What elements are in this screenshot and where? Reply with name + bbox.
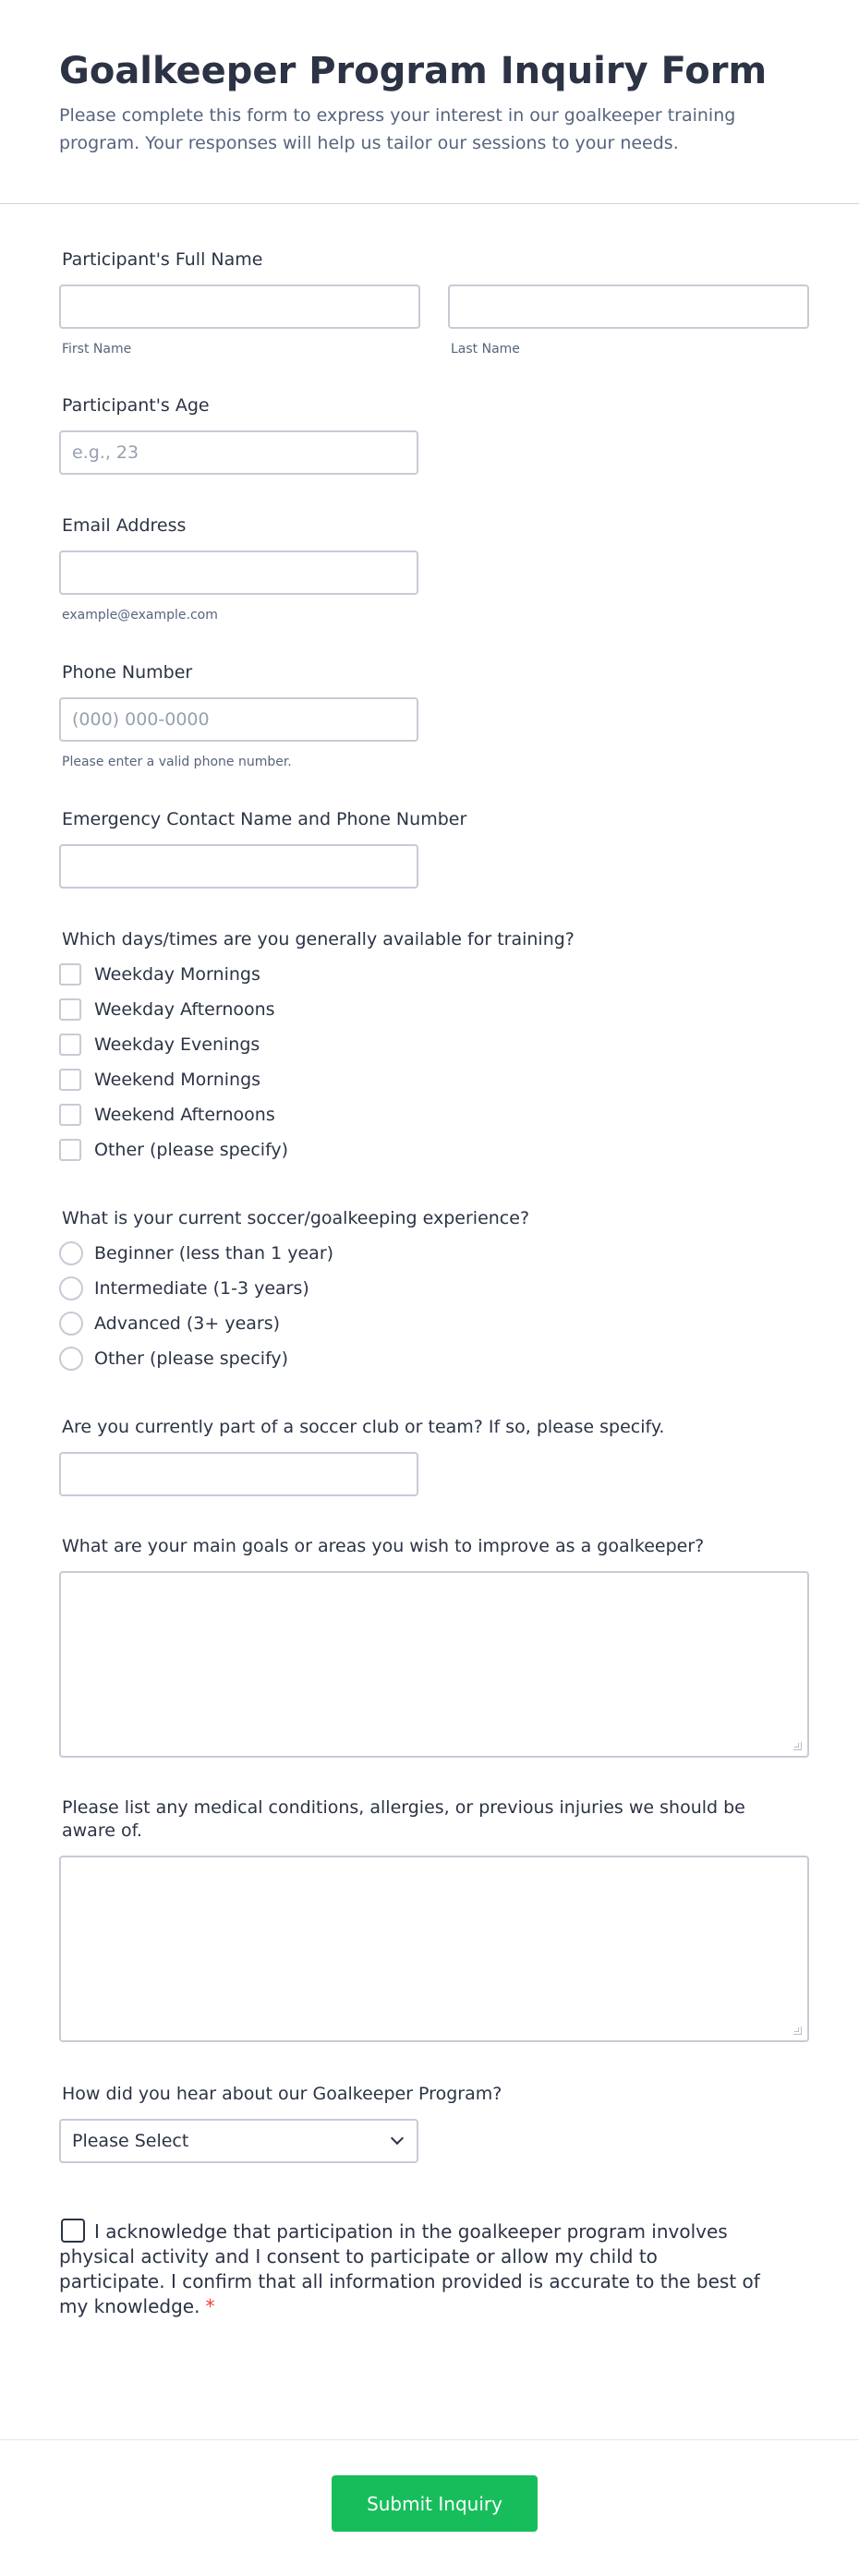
referral-label: How did you hear about our Goalkeeper Program? [62,2084,502,2104]
medical-textarea[interactable] [59,1856,809,2042]
radio-option[interactable] [59,1236,800,1271]
goals-textarea[interactable] [59,1571,809,1758]
last-name-col [448,284,809,357]
required-asterisk: * [205,2295,215,2317]
first-name-col [59,284,420,357]
phone-sublabel: Please enter a valid phone number. [62,755,292,769]
acknowledge-label: I acknowledge that participation in the goalkeeper program involves physical activity and I consent to participate or allow my child to participate. I confirm that all information provided is accurate to the best of my knowledge. [59,2220,760,2317]
age-label: Participant's Age [62,395,210,416]
medical-label: Please list any medical conditions, allergies, or previous injuries we should be aware of. [62,1797,745,1841]
acknowledge-checkbox[interactable] [61,2219,85,2243]
acknowledge-text-block [59,2219,761,2319]
checkbox[interactable] [59,1104,81,1126]
checkbox[interactable] [59,963,81,986]
form-footer [0,2439,859,2576]
checkbox-option[interactable] [59,957,800,992]
emergency-input[interactable] [59,844,418,889]
email-sublabel: example@example.com [62,608,218,623]
club-input[interactable] [59,1452,418,1496]
experience-field [59,1207,800,1376]
availability-options [59,957,800,1167]
checkbox-option[interactable] [59,992,800,1027]
radio-label: Beginner (less than 1 year) [94,1243,334,1264]
checkbox-option[interactable] [59,1027,800,1062]
radio-button[interactable] [59,1241,83,1265]
radio-button[interactable] [59,1276,83,1300]
radio-option[interactable] [59,1341,800,1376]
emergency-field [59,808,800,889]
full-name-label: Participant's Full Name [62,249,263,270]
availability-field [59,928,800,1167]
checkbox-option[interactable] [59,1097,800,1132]
acknowledge-field [59,2219,800,2319]
radio-button[interactable] [59,1347,83,1371]
form-body [0,248,859,2319]
email-input[interactable] [59,550,418,595]
referral-select[interactable] [59,2119,418,2163]
email-field [59,514,800,623]
availability-label: Which days/times are you generally available for training? [62,929,575,949]
last-name-input[interactable] [448,284,809,329]
phone-label: Phone Number [62,662,193,683]
radio-label: Intermediate (1-3 years) [94,1278,309,1299]
radio-label: Advanced (3+ years) [94,1313,281,1334]
experience-label: What is your current soccer/goalkeeping experience? [62,1208,530,1228]
checkbox-label: Weekend Afternoons [94,1105,275,1125]
checkbox-label: Other (please specify) [94,1140,289,1160]
phone-field [59,661,800,769]
club-label: Are you currently part of a soccer club or team? If so, please specify. [62,1417,665,1437]
radio-button[interactable] [59,1312,83,1336]
last-name-sublabel: Last Name [451,342,520,357]
full-name-row [59,284,800,357]
form-header [0,0,859,204]
emergency-label: Emergency Contact Name and Phone Number [62,809,467,829]
checkbox-option[interactable] [59,1132,800,1167]
checkbox-label: Weekday Evenings [94,1034,260,1055]
checkbox-label: Weekday Mornings [94,964,260,985]
age-field [59,394,800,475]
club-field [59,1416,800,1496]
submit-button[interactable]: Submit Inquiry [332,2475,538,2532]
form-title: Goalkeeper Program Inquiry Form [59,50,768,92]
referral-field [59,2083,800,2163]
goals-label: What are your main goals or areas you wish to improve as a goalkeeper? [62,1536,705,1556]
experience-options [59,1236,800,1376]
resize-handle-icon[interactable] [793,2026,802,2035]
email-label: Email Address [62,515,187,536]
full-name-field [59,248,800,357]
first-name-sublabel: First Name [62,342,132,357]
checkbox-label: Weekend Mornings [94,1070,261,1090]
chevron-down-icon [391,2132,404,2145]
checkbox[interactable] [59,1034,81,1056]
age-input[interactable] [59,430,418,475]
checkbox-label: Weekday Afternoons [94,999,275,1020]
checkbox[interactable] [59,1069,81,1091]
checkbox[interactable] [59,998,81,1021]
form-subtitle: Please complete this form to express your interest in our goalkeeper training program. Your responses will help us tailor our sessions to your needs. [59,105,736,153]
referral-selected-value: Please Select [72,2131,189,2151]
checkbox[interactable] [59,1139,81,1161]
medical-field [59,1796,800,2042]
resize-handle-icon[interactable] [793,1742,802,1750]
first-name-input[interactable] [59,284,420,329]
radio-label: Other (please specify) [94,1348,289,1369]
checkbox-option[interactable] [59,1062,800,1097]
goals-field [59,1535,800,1758]
radio-option[interactable] [59,1271,800,1306]
radio-option[interactable] [59,1306,800,1341]
phone-input[interactable] [59,697,418,742]
